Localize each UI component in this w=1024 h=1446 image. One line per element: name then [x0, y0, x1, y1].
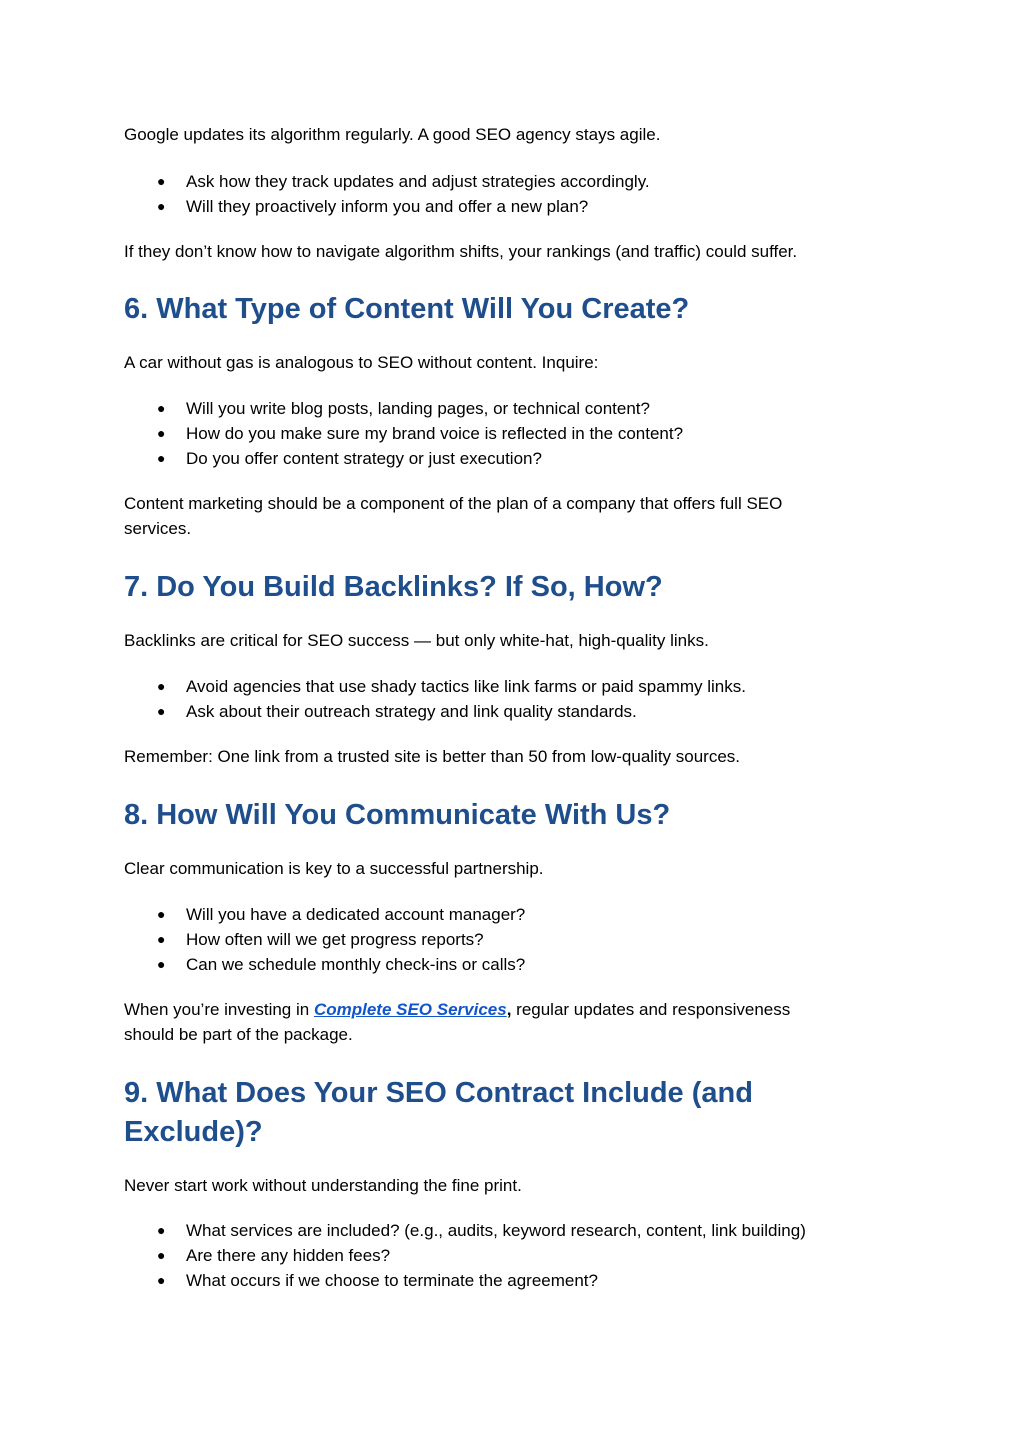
section-6-closing-line-1: Content marketing should be a component of the plan of a company that offers full SEO: [124, 494, 783, 513]
complete-seo-services-link[interactable]: Complete SEO Services: [313, 1000, 507, 1019]
list-item: ● Avoid agencies that use shady tactics like link farms or paid spammy links.: [124, 674, 904, 699]
list-item: ● How often will we get progress reports?: [124, 927, 904, 952]
section-7-closing: Remember: One link from a trusted site is better than 50 from low-quality sources.: [124, 747, 741, 766]
section-8-closing-line-2: should be part of the package.: [124, 1025, 353, 1044]
bullet-icon: ●: [157, 1247, 166, 1263]
section-8-heading: 8. How Will You Communicate With Us?: [124, 799, 671, 831]
bullet-icon: ●: [157, 1222, 166, 1238]
bullet-icon: ●: [157, 400, 166, 416]
list-item: ● How do you make sure my brand voice is reflected in the content?: [124, 421, 904, 446]
bullet-icon: ●: [157, 931, 166, 947]
section-9-heading-line-1: 9. What Does Your SEO Contract Include (and: [124, 1077, 753, 1109]
list-item: ● Can we schedule monthly check-ins or calls?: [124, 952, 904, 977]
bullet-icon: ●: [157, 906, 166, 922]
section-6-bullet-list: [124, 396, 904, 471]
section-9-bullet-list: [124, 1218, 904, 1293]
intro-paragraph: Google updates its algorithm regularly. A good SEO agency stays agile.: [124, 125, 661, 144]
list-item: ● Do you offer content strategy or just execution?: [124, 446, 904, 471]
section-7-lead: Backlinks are critical for SEO success — but only white-hat, high-quality links.: [124, 631, 709, 650]
section-8-bullet-list: [124, 902, 904, 977]
bullet-icon: ●: [157, 198, 166, 214]
list-item: ● Ask how they track updates and adjust strategies accordingly.: [124, 169, 904, 194]
list-item: ● What services are included? (e.g., audits, keyword research, content, link building): [124, 1218, 904, 1243]
bullet-icon: ●: [157, 1272, 166, 1288]
list-item: ● Are there any hidden fees?: [124, 1243, 904, 1268]
list-item: ● What occurs if we choose to terminate the agreement?: [124, 1268, 904, 1293]
bullet-icon: ●: [157, 425, 166, 441]
section-9-lead: Never start work without understanding the fine print.: [124, 1176, 522, 1195]
bullet-icon: ●: [157, 703, 166, 719]
bullet-icon: ●: [157, 450, 166, 466]
list-item: ● Will you have a dedicated account manager?: [124, 902, 904, 927]
bullet-icon: ●: [157, 956, 166, 972]
section-8-lead: Clear communication is key to a successful partnership.: [124, 859, 544, 878]
section-7-bullet-list: [124, 674, 904, 724]
section-8-closing-line-1: When you’re investing in Complete SEO Services, regular updates and responsiveness: [124, 1000, 791, 1019]
list-item: ● Ask about their outreach strategy and link quality standards.: [124, 699, 904, 724]
list-item: ● Will you write blog posts, landing pages, or technical content?: [124, 396, 904, 421]
section-7-heading: 7. Do You Build Backlinks? If So, How?: [124, 571, 663, 603]
section-6-heading: 6. What Type of Content Will You Create?: [124, 293, 690, 325]
section-6-closing-line-2: services.: [124, 519, 192, 538]
bullet-icon: ●: [157, 173, 166, 189]
bullet-icon: ●: [157, 678, 166, 694]
section-6-lead: A car without gas is analogous to SEO without content. Inquire:: [124, 353, 599, 372]
intro-bullet-list: [124, 169, 904, 219]
section-9-heading-line-2: Exclude)?: [124, 1116, 263, 1148]
intro-closing-paragraph: If they don’t know how to navigate algorithm shifts, your rankings (and traffic) could suffer.: [124, 242, 798, 261]
list-item: ● Will they proactively inform you and offer a new plan?: [124, 194, 904, 219]
